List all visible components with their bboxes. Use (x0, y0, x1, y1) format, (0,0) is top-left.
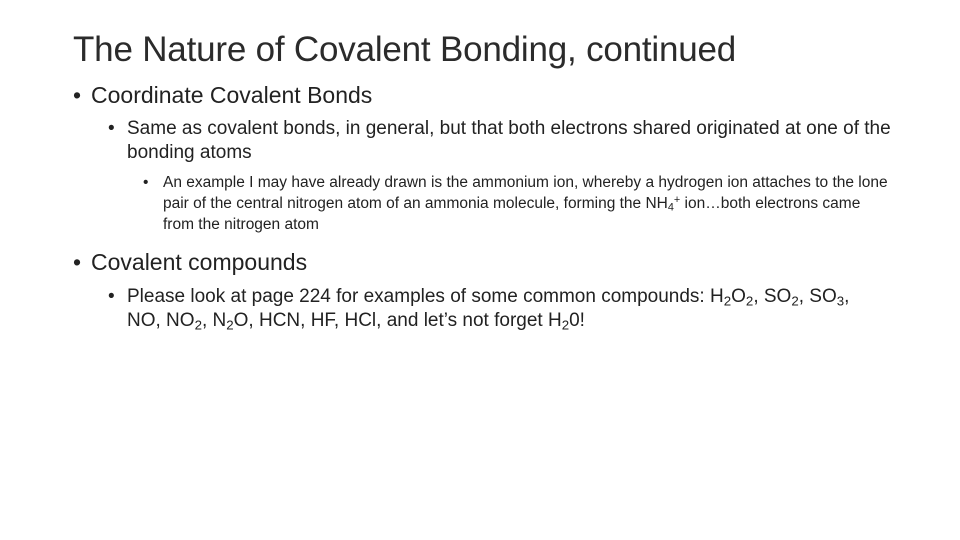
bullet-dot: • (73, 249, 82, 275)
text-part: , N (201, 310, 227, 331)
subscript: 2 (745, 293, 754, 309)
bullet-text: Coordinate Covalent Bonds (91, 82, 373, 108)
subscript: 2 (194, 317, 202, 333)
bullet-text (127, 285, 868, 333)
bullet-dot: • (108, 118, 115, 139)
bullet-coordinate-covalent-bonds (73, 82, 372, 109)
sub-bullet-compounds-list (108, 285, 868, 333)
bullet-text: Same as covalent bonds, in general, but that both electrons shared originated at one of the bonding atoms (127, 118, 891, 163)
text-part: Please look at page 224 for examples of some common compounds: H (127, 286, 724, 307)
subscript: 2 (791, 293, 799, 309)
text-part: , SO (798, 286, 837, 307)
example-subscript: 4 (667, 201, 674, 214)
example-superscript: + (673, 194, 681, 207)
text-part: , SO (753, 286, 792, 307)
subscript: 3 (836, 293, 845, 309)
bullet-dot: • (143, 174, 149, 191)
bullet-covalent-compounds (73, 249, 307, 276)
bullet-dot: • (73, 82, 82, 108)
slide-title: The Nature of Covalent Bonding, continued (73, 30, 737, 69)
text-part: O (731, 286, 746, 307)
subscript: 2 (723, 293, 732, 309)
text-part: O, HCN, HF, HCl, and let’s not forget H (233, 310, 562, 331)
sub-sub-bullet-ammonium-example (143, 172, 888, 235)
example-text-a: An example I may have already drawn is the ammonium ion, whereby a hydrogen ion attaches to the lone pair of the central nitrogen atom of an ammonia molecule, forming the NH (163, 174, 888, 212)
text-part: 0! (569, 310, 585, 331)
bullet-text (163, 172, 888, 235)
bullet-dot: • (108, 286, 115, 307)
sub-bullet-coordinate-definition (108, 117, 898, 165)
subscript: 2 (226, 317, 234, 333)
bullet-text: Covalent compounds (91, 249, 308, 275)
subscript: 2 (561, 317, 570, 333)
example-text-b: ion…both electrons came from the nitrogen atom (163, 195, 861, 233)
text-part: , NO, NO (127, 286, 850, 331)
